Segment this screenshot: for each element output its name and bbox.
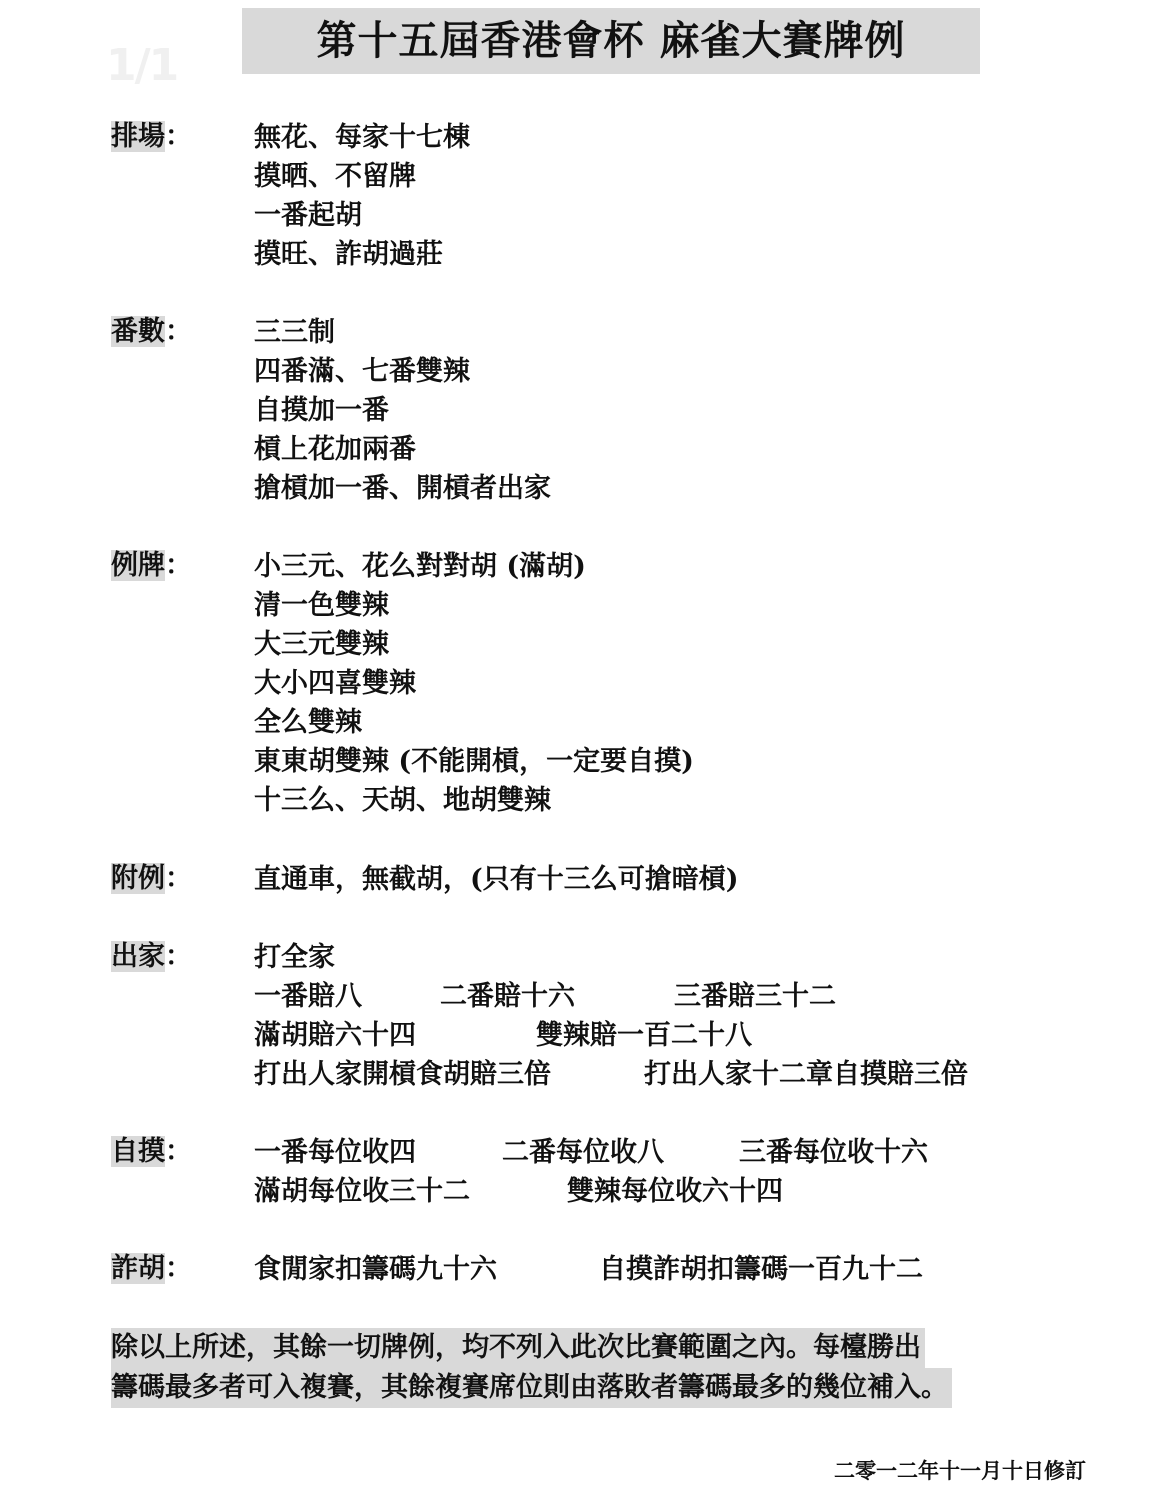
section-label: 附例： bbox=[111, 863, 192, 894]
section-label: 自摸： bbox=[111, 1136, 192, 1167]
note-line: 籌碼最多者可入複賽，其餘複賽席位則由落敗者籌碼最多的幾位補入。 bbox=[111, 1368, 952, 1408]
rule-line: 一番賠八 二番賠十六 三番賠三十二 bbox=[254, 981, 836, 1012]
note-line: 除以上所述，其餘一切牌例，均不列入此次比賽範圍之內。每檯勝出 bbox=[111, 1328, 925, 1368]
rule-line: 摸旺、詐胡過莊 bbox=[254, 239, 443, 270]
rule-line: 十三么、天胡、地胡雙辣 bbox=[254, 785, 551, 816]
section-label: 例牌： bbox=[111, 550, 192, 581]
rule-line: 滿胡每位收三十二 雙辣每位收六十四 bbox=[254, 1176, 783, 1207]
rule-line: 直通車，無截胡，(只有十三么可搶暗槓) bbox=[254, 864, 739, 895]
rule-line: 打全家 bbox=[254, 942, 335, 973]
rule-line: 大三元雙辣 bbox=[254, 629, 389, 660]
page-title: 第十五屆香港會杯 麻雀大賽牌例 bbox=[242, 8, 980, 74]
rule-line: 一番起胡 bbox=[254, 200, 362, 231]
rule-line: 滿胡賠六十四 雙辣賠一百二十八 bbox=[254, 1020, 752, 1051]
rule-line: 小三元、花么對對胡 (滿胡) bbox=[254, 551, 586, 582]
rule-line: 食閒家扣籌碼九十六 自摸詐胡扣籌碼一百九十二 bbox=[254, 1254, 923, 1285]
page-indicator: 1/1 bbox=[106, 40, 178, 91]
rule-line: 大小四喜雙辣 bbox=[254, 668, 416, 699]
rule-line: 槓上花加兩番 bbox=[254, 434, 416, 465]
section-label: 排場： bbox=[111, 121, 192, 152]
rule-line: 清一色雙辣 bbox=[254, 590, 389, 621]
rule-line: 無花、每家十七棟 bbox=[254, 122, 470, 153]
rule-line: 搶槓加一番、開槓者出家 bbox=[254, 473, 551, 504]
rule-line: 一番每位收四 二番每位收八 三番每位收十六 bbox=[254, 1137, 928, 1168]
rule-line: 全么雙辣 bbox=[254, 707, 362, 738]
section-label: 番數： bbox=[111, 316, 192, 347]
rule-line: 自摸加一番 bbox=[254, 395, 389, 426]
rule-line: 四番滿、七番雙辣 bbox=[254, 356, 470, 387]
section-label: 詐胡： bbox=[111, 1253, 192, 1284]
rule-line: 三三制 bbox=[254, 317, 335, 348]
rule-line: 摸晒、不留牌 bbox=[254, 161, 416, 192]
closing-note bbox=[111, 1328, 952, 1408]
section-label: 出家： bbox=[111, 941, 192, 972]
rule-line: 打出人家開槓食胡賠三倍 打出人家十二章自摸賠三倍 bbox=[254, 1059, 968, 1090]
rule-line: 東東胡雙辣 (不能開槓，一定要自摸) bbox=[254, 746, 694, 777]
revision-date: 二零一二年十一月十日修訂 bbox=[834, 1458, 1086, 1483]
